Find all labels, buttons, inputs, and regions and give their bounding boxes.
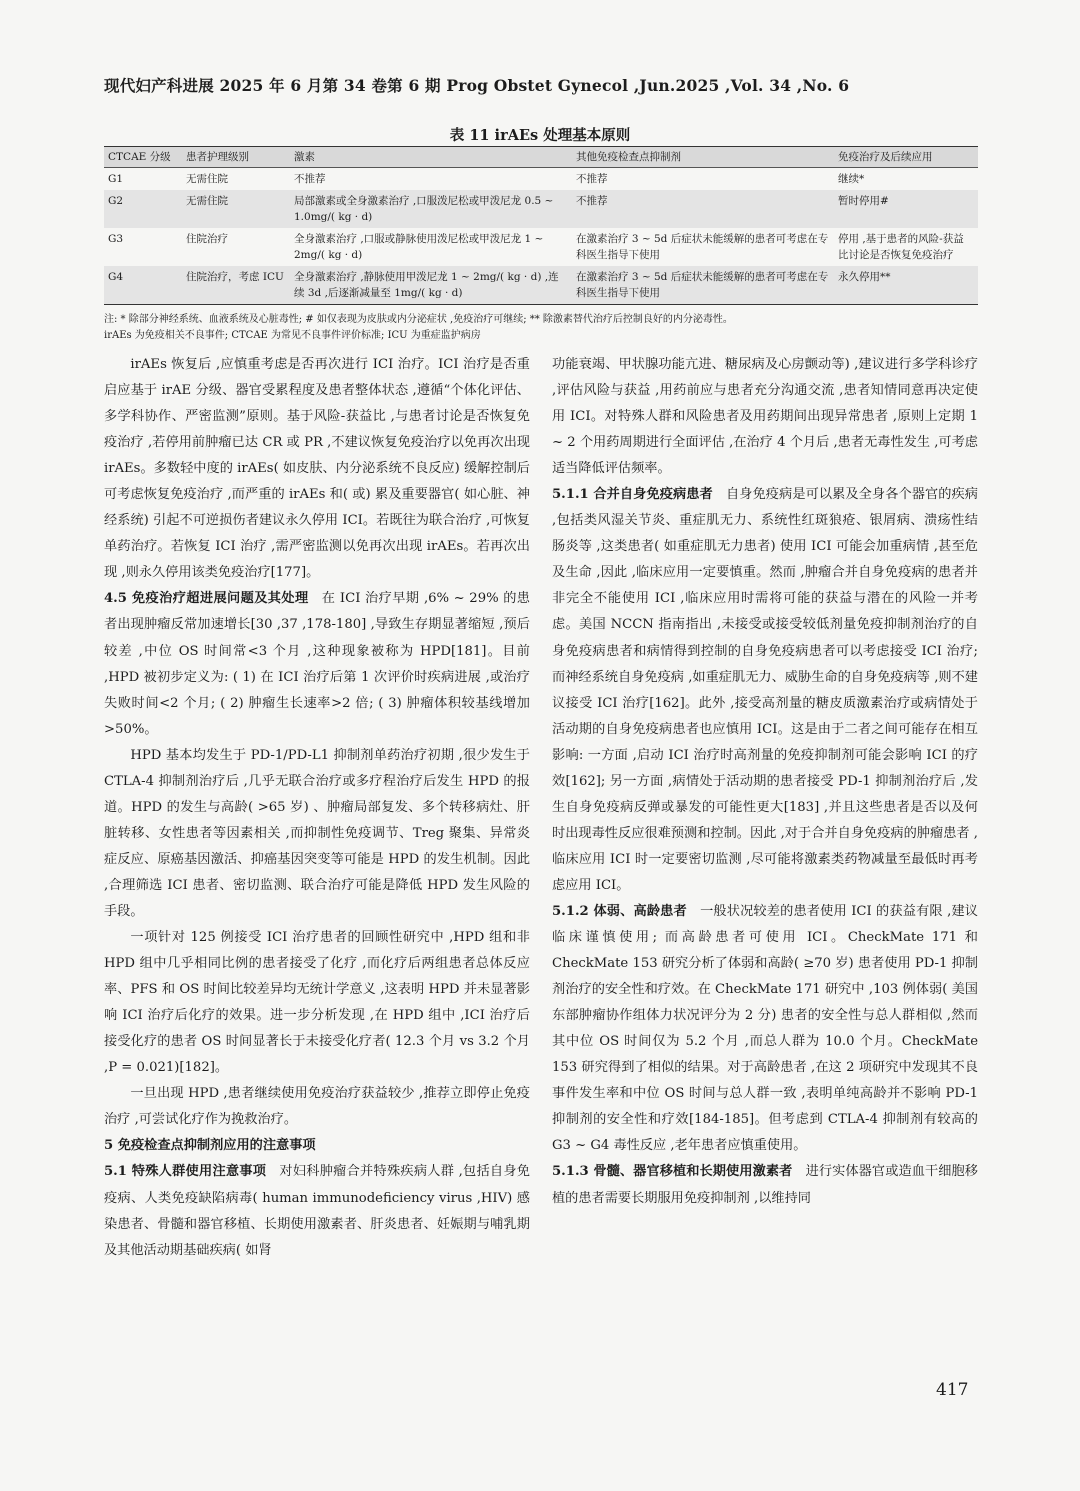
running-head: 现代妇产科进展 2025 年 6 月第 34 卷第 6 期 Prog Obstet Gynecol ,Jun.2025 ,Vol. 34 ,No. 6 — [104, 76, 850, 95]
paragraph-text: 对妇科肿瘤合并特殊疾病人群 ,包括自身免疫病、人类免疫缺陷病毒( human immunodeficiency virus ,HIV) 感染患者、骨髓和器官移植、长期使用激素者、肝炎患者、妊娠期与哺乳期及其他活动期基础疾病( 如肾 — [104, 1164, 530, 1258]
paragraph-text: 一旦出现 HPD ,患者继续使用免疫治疗获益较少 ,推荐立即停止免疫治疗 ,可尝试化疗作为挽救治疗。 — [104, 1086, 530, 1128]
table-row — [104, 266, 978, 305]
table-cell: G1 — [108, 173, 124, 185]
section-heading: 5.1 特殊人群使用注意事项 — [104, 1164, 267, 1180]
paragraph — [104, 352, 530, 586]
paragraph — [104, 1133, 530, 1159]
table-cell: 无需住院 — [182, 190, 290, 228]
paragraph-text: 进行实体器官或造血干细胞移植的患者需要长期服用免疫抑制剂 ,以维持同 — [552, 1164, 978, 1206]
paragraph-text: 自身免疫病是可以累及全身各个器官的疾病 ,包括类风湿关节炎、重症肌无力、系统性红斑狼疮、银屑病、溃疡性结肠炎等 ,这类患者( 如重症肌无力患者) 使用 ICI 可能会加重病情 ,甚至危及生命 ,因此 ,临床应用一定要慎重。然而 ,肿瘤合并自身免疫病的患者并非完全不能使用 ICI ,临床应用时需将可能的获益与潜在的风险一并考虑。美国 NCCN 指南指出 ,未接受或接受较低剂量免疫抑制剂治疗的自身免疫病患者和病情得到控制的自身免疫病患者可以考虑接受 ICI 治疗; 而神经系统自身免疫病 ,如重症肌无力、威胁生命的自身免疫病等 ,则不建议接受 ICI 治疗[162]。此外 ,接受高剂量的糖皮质激素治疗或病情处于活动期的自身免疫病患者也应慎用 ICI。这是由于二者之间可能存在相互影响: 一方面 ,启动 ICI 治疗时高剂量的免疫抑制剂可能会影响 ICI 的疗效[162]; 另一方面 ,病情处于活动期的患者接受 PD-1 抑制剂治疗后 ,发生自身免疫病反弹或暴发的可能性更大[183] ,并且这些患者是否以及何时出现毒性反应很难预测和控制。因此 ,对于合并自身免疫病的肿瘤患者 ,临床应用 ICI 时一定要密切监测 ,尽可能将激素类药物减量至最低时再考虑应用 ICI。 — [552, 487, 978, 893]
table-cell: 无需住院 — [186, 173, 228, 185]
section-heading: 5.1.1 合并自身免疫病患者 — [552, 487, 713, 503]
table-cell: G4 — [104, 266, 182, 305]
section-heading: 4.5 免疫治疗超进展问题及其处理 — [104, 591, 309, 607]
table-cell: 全身激素治疗 ,静脉使用甲泼尼龙 1 ~ 2mg/( kg · d) ,连续 3d ,后逐渐减量至 1mg/( kg · d) — [290, 266, 572, 305]
paragraph — [104, 1159, 530, 1263]
table-cell: 不推荐 — [294, 173, 326, 185]
table-cell: 暂时停用# — [834, 190, 978, 228]
paragraph — [552, 1159, 978, 1211]
table-cell: 住院治疗 — [186, 233, 228, 245]
paragraph-text: 一般状况较差的患者使用 ICI 的获益有限 ,建议临床谨慎使用; 而高龄患者可使用 ICI。CheckMate 171 和 CheckMate 153 研究分析了体弱和高龄( ≥70 岁) 患者使用 PD-1 抑制剂治疗的安全性和疗效。在 CheckMate 171 研究中 ,103 例体弱( 美国东部肿瘤协作组体力状况评分为 2 分) 患者的安全性与总人群相似 ,然而其中位 OS 时间仅为 5.2 个月 ,而总人群为 10.0 个月。CheckMate 153 研究得到了相似的结果。对于高龄患者 ,在这 2 项研究中发现其不良事件发生率和中位 OS 时间与总人群一致 ,表明单纯高龄并不影响 PD-1 抑制剂的安全性和疗效[184-185]。但考虑到 CTLA-4 抑制剂有较高的 G3 ~ G4 毒性反应 ,老年患者应慎重使用。 — [552, 903, 978, 1154]
table-cell: 全身激素治疗 ,口服或静脉使用泼尼松或甲泼尼龙 1 ~ 2mg/( kg · d) — [294, 233, 544, 261]
paragraph — [104, 925, 530, 1081]
table-row — [104, 190, 978, 228]
right-column — [552, 352, 978, 1212]
table-cell: 不推荐 — [572, 190, 834, 228]
paragraph — [552, 482, 978, 899]
paragraph-text: 一项针对 125 例接受 ICI 治疗患者的回顾性研究中 ,HPD 组和非 HPD 组中几乎相同比例的患者接受了化疗 ,而化疗后两组患者总体反应率、PFS 和 OS 时间比较差异均无统计学意义 ,这表明 HPD 并未显著影响 ICI 治疗后化疗的效果。进一步分析发现 ,在 HPD 组中 ,ICI 治疗后接受化疗的患者 OS 时间显著长于未接受化疗者( 12.3 个月 vs 3.2 个月 ,P = 0.021)[182]。 — [104, 930, 530, 1076]
paragraph — [104, 1081, 530, 1133]
irae-management-table — [104, 146, 978, 305]
table-cell: 停用 ,基于患者的风险-获益比讨论是否恢复免疫治疗 — [838, 233, 964, 261]
paragraph-text: irAEs 恢复后 ,应慎重考虑是否再次进行 ICI 治疗。ICI 治疗是否重启应基于 irAE 分级、器官受累程度及患者整体状态 ,遵循“个体化评估、多学科协作、严密监测”原则。基于风险-获益比 ,与患者讨论是否恢复免疫治疗 ,若停用前肿瘤已达 CR 或 PR ,不建议恢复免疫治疗以免再次出现 irAEs。多数轻中度的 irAEs( 如皮肤、内分泌系统不良反应) 缓解控制后可考虑恢复免疫治疗 ,而严重的 irAEs 和( 或) 累及重要器官( 如心脏、神经系统) 引起不可逆损伤者建议永久停用 ICI。若既往为联合治疗 ,可恢复单药治疗。若恢复 ICI 治疗 ,需严密监测以免再次出现 irAEs。若再次出现 ,则永久停用该类免疫治疗[177]。 — [104, 357, 530, 581]
paragraph-text: 在 ICI 治疗早期 ,6% ~ 29% 的患者出现肿瘤反常加速增长[30 ,37 ,178-180] ,导致生存期显著缩短 ,预后较差 ,中位 OS 时间常<3 个月 ,这种现象被称为 HPD[181]。目前 ,HPD 被初步定义为: ( 1) 在 ICI 治疗后第 1 次评价时疾病进展 ,或治疗失败时间<2 个月; ( 2) 肿瘤生长速率>2 倍; ( 3) 肿瘤体积较基线增加>50%。 — [104, 591, 530, 737]
table-cell: G3 — [108, 233, 124, 245]
table-note: 注: * 除部分神经系统、血液系统及心脏毒性; # 如仅表现为皮肤或内分泌症状 ,免疫治疗可继续; ** 除激素替代治疗后控制良好的内分泌毒性。 — [104, 314, 733, 325]
section-heading: 5.1.3 骨髓、器官移植和长期使用激素者 — [552, 1164, 793, 1180]
paragraph — [552, 899, 978, 1159]
table-note: irAEs 为免疫相关不良事件; CTCAE 为常见不良事件评价标准; ICU 为重症监护病房 — [104, 330, 481, 341]
table-cell: 在激素治疗 3 ~ 5d 后症状未能缓解的患者可考虑在专科医生指导下使用 — [576, 233, 829, 261]
section-heading: 5.1.2 体弱、高龄患者 — [552, 903, 687, 919]
paragraph-text: 功能衰竭、甲状腺功能亢进、糖尿病及心房颤动等) ,建议进行多学科诊疗 ,评估风险与获益 ,用药前应与患者充分沟通交流 ,患者知情同意再决定使用 ICI。对特殊人群和风险患者及用药期间出现异常患者 ,原则上定期 1 ~ 2 个用药周期进行全面评估 ,在治疗 4 个月后 ,患者无毒性发生 ,可考虑适当降低评估频率。 — [552, 357, 978, 477]
table-row — [104, 228, 978, 266]
table-header-row — [104, 147, 978, 168]
paragraph — [104, 586, 530, 742]
left-column — [104, 352, 530, 1264]
table-row — [104, 168, 978, 191]
section-heading: 5 免疫检查点抑制剂应用的注意事项 — [104, 1138, 316, 1154]
table-notes — [104, 312, 978, 344]
table-cell: 永久停用** — [834, 266, 978, 305]
table-cell: 局部激素或全身激素治疗 ,口服泼尼松或甲泼尼龙 0.5 ~ 1.0mg/( kg · d) — [290, 190, 572, 228]
paragraph — [552, 352, 978, 482]
table-cell: G2 — [104, 190, 182, 228]
paragraph — [104, 743, 530, 925]
table-caption: 表 11 irAEs 处理基本原则 — [449, 127, 631, 144]
column-header: 激素 — [290, 147, 572, 168]
page-number: 417 — [936, 1380, 969, 1400]
column-header: 其他免疫检查点抑制剂 — [572, 147, 834, 168]
column-header: 患者护理级别 — [182, 147, 290, 168]
table-cell: 在激素治疗 3 ~ 5d 后症状未能缓解的患者可考虑在专科医生指导下使用 — [572, 266, 834, 305]
column-header: CTCAE 分级 — [104, 147, 182, 168]
table-cell: 继续* — [838, 173, 865, 185]
table-cell: 不推荐 — [576, 173, 608, 185]
paragraph-text: HPD 基本均发生于 PD-1/PD-L1 抑制剂单药治疗初期 ,很少发生于 CTLA-4 抑制剂治疗后 ,几乎无联合治疗或多疗程治疗后发生 HPD 的报道。HPD 的发生与高龄( >65 岁) 、肿瘤局部复发、多个转移病灶、肝脏转移、女性患者等因素相关 ,而抑制性免疫调节、Treg 聚集、异常炎症反应、原癌基因激活、抑癌基因突变等可能是 HPD 的发生机制。因此 ,合理筛选 ICI 患者、密切监测、联合治疗可能是降低 HPD 发生风险的手段。 — [104, 747, 530, 919]
table-cell: 住院治疗，考虑 ICU — [182, 266, 290, 305]
column-header: 免疫治疗及后续应用 — [834, 147, 978, 168]
